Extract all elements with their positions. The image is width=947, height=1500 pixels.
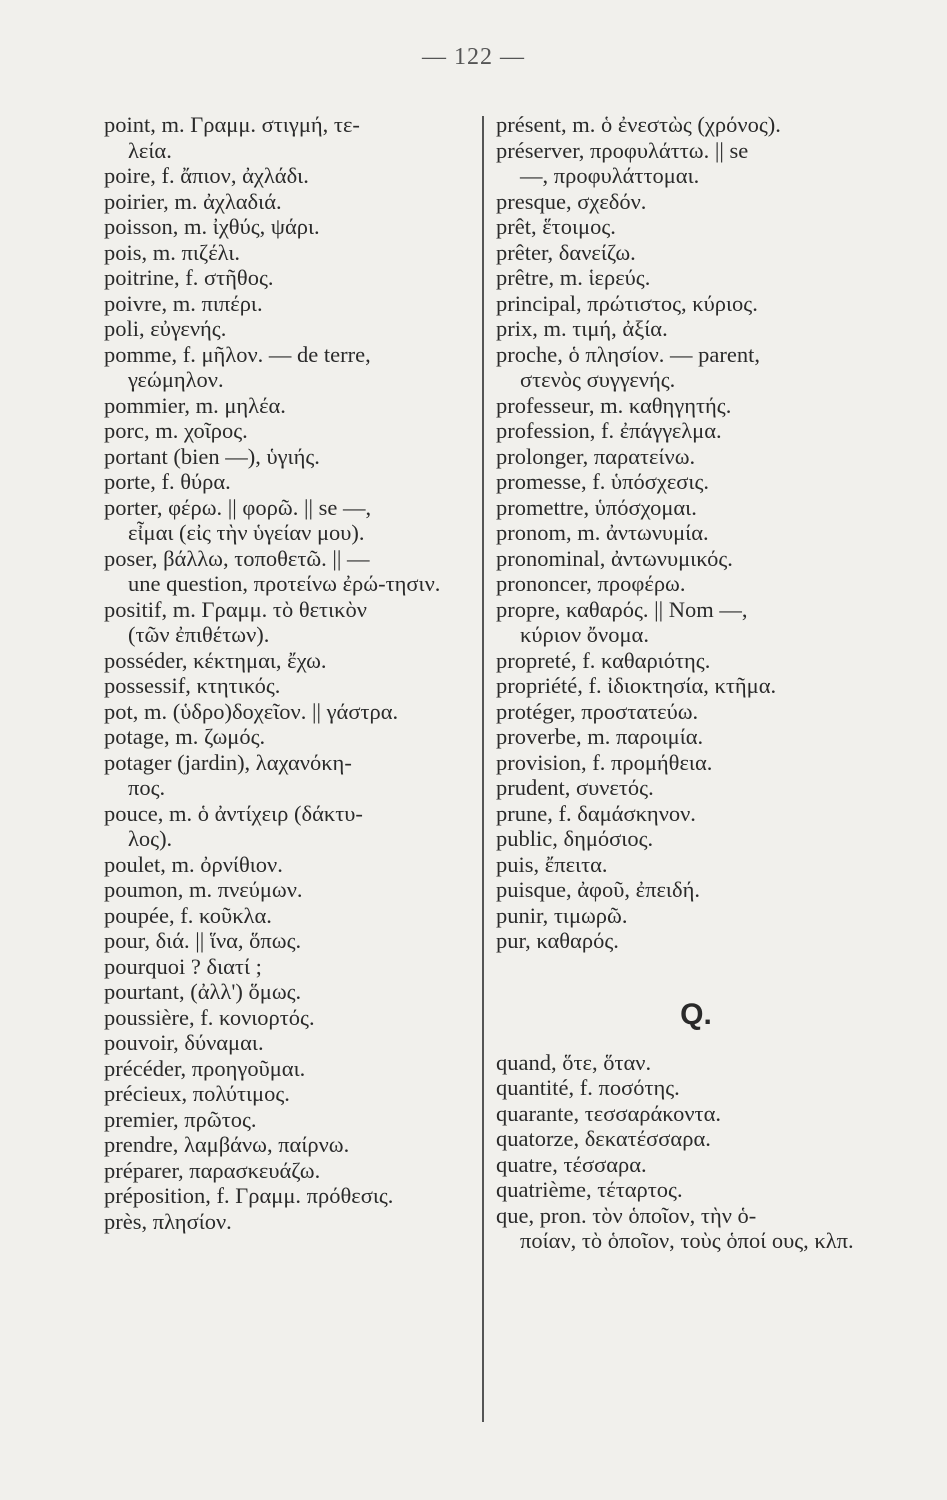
dictionary-entry bbox=[104, 265, 474, 291]
dictionary-entry bbox=[104, 342, 474, 393]
dictionary-entry bbox=[104, 163, 474, 189]
entry-continuation: —, προφυλάττομαι. bbox=[520, 163, 700, 188]
dictionary-entry bbox=[104, 979, 474, 1005]
dictionary-entry bbox=[496, 393, 866, 419]
entry-text: punir, τιμωρῶ. bbox=[496, 902, 628, 928]
entry-text: poirier, m. ἀχλαδιά. bbox=[104, 188, 282, 214]
entry-text: positif, m. Γραμμ. τὸ θετικὸν bbox=[104, 596, 367, 622]
dictionary-entry bbox=[104, 316, 474, 342]
entry-text: porte, f. θύρα. bbox=[104, 469, 231, 494]
dictionary-entry bbox=[104, 1209, 474, 1235]
entry-text: premier, πρῶτος. bbox=[104, 1106, 257, 1132]
dictionary-entry bbox=[104, 1081, 474, 1107]
dictionary-entry bbox=[496, 1050, 866, 1076]
dictionary-entry bbox=[104, 1030, 474, 1056]
dictionary-entry bbox=[496, 189, 866, 215]
entry-text: point, m. Γραμμ. στιγμή, τε- bbox=[104, 112, 360, 137]
dictionary-entry bbox=[104, 1005, 474, 1031]
entry-text: poumon, m. πνεύμων. bbox=[104, 877, 303, 902]
entry-text: prix, m. τιμή, ἀξία. bbox=[496, 316, 668, 341]
entry-text: puis, ἔπειτα. bbox=[496, 851, 608, 877]
entry-text: promettre, ὑπόσχομαι. bbox=[496, 494, 697, 520]
entry-text: quarante, τεσσαράκοντα. bbox=[496, 1100, 721, 1126]
entry-continuation: ποίαν, τὸ ὁποῖον, τοὺς ὁποί ους, κλπ. bbox=[520, 1228, 854, 1253]
entry-continuation: κύριον ὄνομα. bbox=[520, 622, 649, 647]
dictionary-entry bbox=[104, 673, 474, 699]
entry-text: propre, καθαρός. || Nom —, bbox=[496, 596, 748, 622]
entry-text: poivre, m. πιπέρι. bbox=[104, 290, 263, 316]
entry-text: pois, m. πιζέλι. bbox=[104, 239, 240, 265]
dictionary-entry bbox=[104, 1056, 474, 1082]
entry-text: prendre, λαμβάνω, παίρνω. bbox=[104, 1132, 350, 1157]
dictionary-entry bbox=[104, 877, 474, 903]
dictionary-entry bbox=[496, 546, 866, 572]
entry-text: protéger, προστατεύω. bbox=[496, 698, 699, 724]
dictionary-entry bbox=[496, 240, 866, 266]
entry-text: pur, καθαρός. bbox=[496, 928, 619, 953]
dictionary-entry bbox=[496, 750, 866, 776]
entry-text: que, pron. τὸν ὁποῖον, τὴν ὁ- bbox=[496, 1202, 757, 1228]
page-number: — 122 — bbox=[422, 44, 525, 70]
entry-text: provision, f. προμήθεια. bbox=[496, 749, 713, 775]
dictionary-entry bbox=[496, 597, 866, 648]
entry-text: quatre, τέσσαρα. bbox=[496, 1151, 647, 1177]
dictionary-entry bbox=[496, 775, 866, 801]
dictionary-entry bbox=[496, 316, 866, 342]
dictionary-entry bbox=[496, 444, 866, 470]
dictionary-entry bbox=[496, 724, 866, 750]
dictionary-entry bbox=[496, 877, 866, 903]
dictionary-entry bbox=[496, 1203, 866, 1254]
dictionary-entry bbox=[496, 1101, 866, 1127]
dictionary-entry bbox=[496, 1177, 866, 1203]
dictionary-entry bbox=[104, 418, 474, 444]
dictionary-entry bbox=[496, 1075, 866, 1101]
right-column bbox=[496, 112, 866, 1254]
dictionary-entry bbox=[104, 852, 474, 878]
entry-text: pot, m. (ὑδρο)δοχεῖον. || γάστρα. bbox=[104, 698, 399, 724]
entry-text: pourtant, (ἀλλ') ὅμως. bbox=[104, 979, 302, 1004]
dictionary-entry bbox=[104, 189, 474, 215]
entry-text: proverbe, m. παροιμία. bbox=[496, 724, 704, 749]
entry-text: presque, σχεδόν. bbox=[496, 188, 647, 214]
entry-text: public, δημόσιος. bbox=[496, 826, 654, 851]
entry-text: poli, εὐγενής. bbox=[104, 316, 227, 341]
entry-text: portant (bien —), ὑγιής. bbox=[104, 443, 320, 469]
dictionary-entry bbox=[496, 291, 866, 317]
entry-text: poitrine, f. στῆθος. bbox=[104, 265, 274, 290]
dictionary-entry bbox=[104, 724, 474, 750]
dictionary-entry bbox=[104, 214, 474, 240]
dictionary-entry bbox=[496, 1126, 866, 1152]
entry-text: pronom, m. ἀντωνυμία. bbox=[496, 520, 709, 545]
entry-text: porc, m. χοῖρος. bbox=[104, 418, 248, 443]
dictionary-entry bbox=[104, 903, 474, 929]
dictionary-entry bbox=[496, 699, 866, 725]
entry-text: poupée, f. κοῦκλα. bbox=[104, 902, 272, 928]
entry-text: précéder, προηγοῦμαι. bbox=[104, 1055, 306, 1081]
dictionary-entry bbox=[104, 240, 474, 266]
entry-text: préparer, παρασκευάζω. bbox=[104, 1157, 321, 1183]
dictionary-entry bbox=[496, 418, 866, 444]
entry-continuation: γεώμηλον. bbox=[128, 367, 224, 392]
entry-text: préposition, f. Γραμμ. πρόθεσις. bbox=[104, 1183, 394, 1208]
dictionary-entry bbox=[104, 393, 474, 419]
entry-text: préserver, προφυλάττω. || se bbox=[496, 137, 749, 163]
entry-text: présent, m. ὁ ἐνεστὼς (χρόνος). bbox=[496, 112, 781, 137]
dictionary-entry bbox=[496, 495, 866, 521]
left-column bbox=[104, 112, 474, 1234]
entry-text: potager (jardin), λαχανόκη- bbox=[104, 749, 352, 775]
column-divider bbox=[482, 116, 484, 1422]
dictionary-entry bbox=[104, 112, 474, 163]
entry-text: précieux, πολύτιμος. bbox=[104, 1081, 290, 1106]
dictionary-entry bbox=[104, 1158, 474, 1184]
entry-text: prononcer, προφέρω. bbox=[496, 571, 686, 596]
entry-text: pronominal, ἀντωνυμικός. bbox=[496, 545, 733, 571]
dictionary-entry bbox=[104, 495, 474, 546]
entry-text: principal, πρώτιστος, κύριος. bbox=[496, 290, 758, 316]
entry-continuation: une question, προτείνω ἐρώ-τησιν. bbox=[128, 571, 441, 596]
entry-text: promesse, f. ὑπόσχεσις. bbox=[496, 469, 710, 494]
entry-continuation: (τῶν ἐπιθέτων). bbox=[128, 622, 270, 647]
dictionary-entry bbox=[104, 699, 474, 725]
entry-text: potage, m. ζωμός. bbox=[104, 724, 266, 749]
dictionary-entry bbox=[496, 112, 866, 138]
entry-text: quatorze, δεκατέσσαρα. bbox=[496, 1126, 711, 1151]
entry-text: poser, βάλλω, τοποθετῶ. || — bbox=[104, 545, 370, 571]
dictionary-entry bbox=[496, 928, 866, 954]
entry-text: propriété, f. ἰδιοκτησία, κτῆμα. bbox=[496, 673, 777, 698]
entry-text: prêtre, m. ἱερεύς. bbox=[496, 265, 651, 290]
dictionary-entry bbox=[496, 265, 866, 291]
entry-text: proche, ὁ πλησίον. — parent, bbox=[496, 341, 761, 367]
entry-text: poulet, m. ὀρνίθιον. bbox=[104, 851, 283, 877]
entry-continuation: εἶμαι (εἰς τὴν ὑγείαν μου). bbox=[128, 520, 365, 545]
entry-text: pomme, f. μῆλον. — de terre, bbox=[104, 341, 371, 367]
dictionary-entry bbox=[496, 1152, 866, 1178]
dictionary-entry bbox=[104, 1107, 474, 1133]
entry-text: prêt, ἕτοιμος. bbox=[496, 214, 616, 239]
entry-text: près, πλησίον. bbox=[104, 1208, 232, 1234]
entry-text: porter, φέρω. || φορῶ. || se —, bbox=[104, 494, 372, 520]
entry-text: quantité, f. ποσότης. bbox=[496, 1075, 680, 1100]
dictionary-entry bbox=[496, 852, 866, 878]
dictionary-entry bbox=[496, 214, 866, 240]
entry-text: prêter, δανείζω. bbox=[496, 239, 636, 265]
entry-continuation: στενὸς συγγενής. bbox=[520, 367, 676, 392]
entry-text: possessif, κτητικός. bbox=[104, 673, 281, 698]
entry-text: poire, f. ἄπιον, ἀχλάδι. bbox=[104, 163, 309, 188]
dictionary-entry bbox=[104, 801, 474, 852]
entry-text: pour, διά. || ἵνα, ὅπως. bbox=[104, 928, 302, 953]
dictionary-entry bbox=[104, 291, 474, 317]
dictionary-entry bbox=[104, 1132, 474, 1158]
entry-continuation: λος). bbox=[128, 826, 173, 851]
dictionary-entry bbox=[104, 469, 474, 495]
dictionary-entry bbox=[104, 954, 474, 980]
entry-text: poussière, f. κονιορτός. bbox=[104, 1004, 315, 1030]
entry-text: posséder, κέκτημαι, ἔχω. bbox=[104, 647, 327, 673]
dictionary-entry bbox=[496, 648, 866, 674]
entry-text: prolonger, παρατείνω. bbox=[496, 443, 696, 469]
dictionary-entry bbox=[104, 750, 474, 801]
entry-text: profession, f. ἐπάγγελμα. bbox=[496, 418, 722, 443]
entry-text: professeur, m. καθηγητής. bbox=[496, 392, 732, 418]
dictionary-entry bbox=[104, 546, 474, 597]
entry-text: prune, f. δαμάσκηνον. bbox=[496, 800, 696, 826]
dictionary-entry bbox=[496, 673, 866, 699]
dictionary-entry bbox=[496, 520, 866, 546]
dictionary-entry bbox=[104, 444, 474, 470]
entry-text: propreté, f. καθαριότης. bbox=[496, 647, 711, 673]
dictionary-entry bbox=[496, 138, 866, 189]
entry-text: pouvoir, δύναμαι. bbox=[104, 1030, 264, 1055]
dictionary-entry bbox=[104, 597, 474, 648]
dictionary-entry bbox=[496, 903, 866, 929]
entry-text: puisque, ἀφοῦ, ἐπειδή. bbox=[496, 877, 700, 902]
section-letter-q: Q. bbox=[680, 997, 712, 1031]
dictionary-entry bbox=[496, 469, 866, 495]
dictionary-entry bbox=[496, 342, 866, 393]
dictionary-entry bbox=[104, 1183, 474, 1209]
entry-text: quand, ὅτε, ὅταν. bbox=[496, 1049, 652, 1075]
entry-text: poisson, m. ἰχθύς, ψάρι. bbox=[104, 214, 320, 239]
dictionary-entry bbox=[496, 571, 866, 597]
entry-text: pommier, m. μηλέα. bbox=[104, 392, 286, 418]
dictionary-entry bbox=[496, 801, 866, 827]
entry-text: pourquoi ? διατί ; bbox=[104, 953, 262, 979]
dictionary-entry bbox=[104, 928, 474, 954]
entry-continuation: λεία. bbox=[128, 137, 172, 163]
dictionary-entry bbox=[496, 826, 866, 852]
entry-text: quatrième, τέταρτος. bbox=[496, 1177, 683, 1202]
dictionary-entry bbox=[104, 648, 474, 674]
entry-continuation: πος. bbox=[128, 775, 166, 800]
entry-text: pouce, m. ὁ ἀντίχειρ (δάκτυ- bbox=[104, 800, 363, 826]
entry-text: prudent, συνετός. bbox=[496, 775, 654, 800]
